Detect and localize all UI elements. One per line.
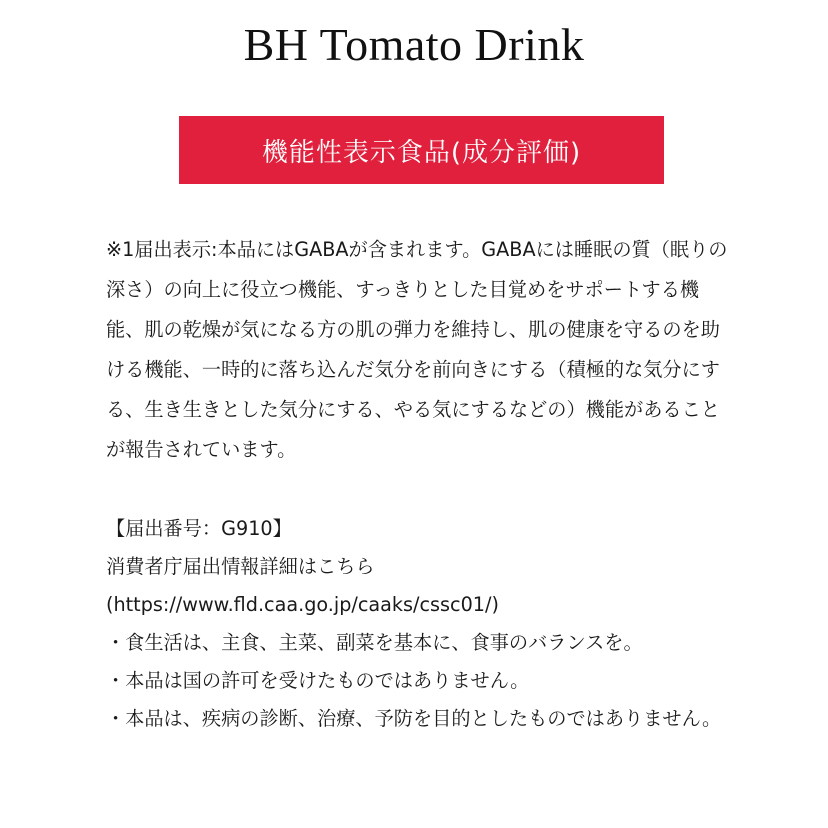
note-item: ・本品は国の許可を受けたものではありません。 bbox=[106, 669, 530, 692]
note-item: ・食生活は、主食、主菜、副菜を基本に、食事のバランスを。 bbox=[106, 631, 643, 654]
notes-section bbox=[106, 510, 728, 738]
note-item: ・本品は、疾病の診断、治療、予防を目的としたものではありません。 bbox=[106, 707, 722, 730]
caa-url[interactable]: (https://www.fld.caa.go.jp/caaks/cssc01/) bbox=[106, 593, 499, 616]
functional-food-badge bbox=[179, 116, 664, 184]
badge-label: 機能性表示食品(成分評価) bbox=[261, 137, 582, 168]
description-section bbox=[106, 230, 728, 738]
product-title: BH Tomato Drink bbox=[243, 19, 585, 70]
notification-number: 【届出番号：G910】 bbox=[106, 517, 292, 540]
caa-link-text[interactable]: 消費者庁届出情報詳細はこちら bbox=[106, 555, 375, 578]
function-claim-paragraph: ※1届出表示:本品にはGABAが含まれます。GABAには睡眠の質（眠りの深さ）の向上に役立つ機能、すっきりとした目覚めをサポートする機能、肌の乾燥が気になる方の肌の弾力を維持し、肌の健康を守るのを助ける機能、一時的に落ち込んだ気分を前向きにする（積極的な気分にする、生き生きとした気分にする、やる気にするなどの）機能があることが報告されています。 bbox=[106, 238, 728, 461]
